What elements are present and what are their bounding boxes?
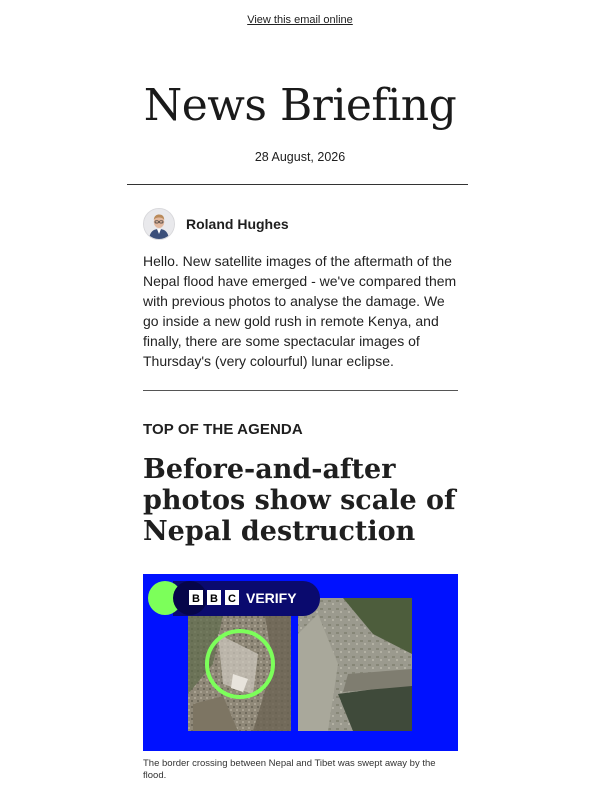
before-satellite-photo	[188, 604, 291, 731]
intro-paragraph: Hello. New satellite images of the aftermath of the Nepal flood have emerged - we've compared them with previous photos to analyse the damage. We go inside a new gold rush in remote Kenya, and finally, there are some spectacular images of Thursday's (very colourful) lunar eclipse.	[143, 253, 457, 369]
satellite-comparison-graphic	[143, 574, 458, 751]
author-name: Roland Hughes	[186, 216, 289, 232]
bbc-logo-letter: B	[192, 593, 200, 605]
view-online-link[interactable]: View this email online	[247, 14, 353, 26]
intro-divider	[143, 390, 458, 391]
section-label: TOP OF THE AGENDA	[143, 421, 303, 438]
bbc-logo-letter: C	[228, 593, 236, 605]
person-avatar-icon	[144, 209, 174, 239]
header-divider	[127, 184, 468, 185]
author-byline	[143, 208, 289, 240]
newsletter-masthead: News Briefing	[143, 80, 457, 131]
bbc-logo-letter: B	[210, 593, 218, 605]
image-caption: The border crossing between Nepal and Tibet was swept away by the flood.	[143, 758, 436, 781]
story-headline[interactable]: Before-and-after photos show scale of Nepal destruction	[143, 454, 456, 547]
after-satellite-photo	[298, 598, 412, 731]
verify-badge-text: VERIFY	[246, 590, 297, 606]
story-hero-image[interactable]	[143, 574, 458, 751]
author-avatar	[143, 208, 175, 240]
bbc-logo	[189, 590, 239, 605]
issue-date: 28 August, 2026	[254, 150, 346, 164]
